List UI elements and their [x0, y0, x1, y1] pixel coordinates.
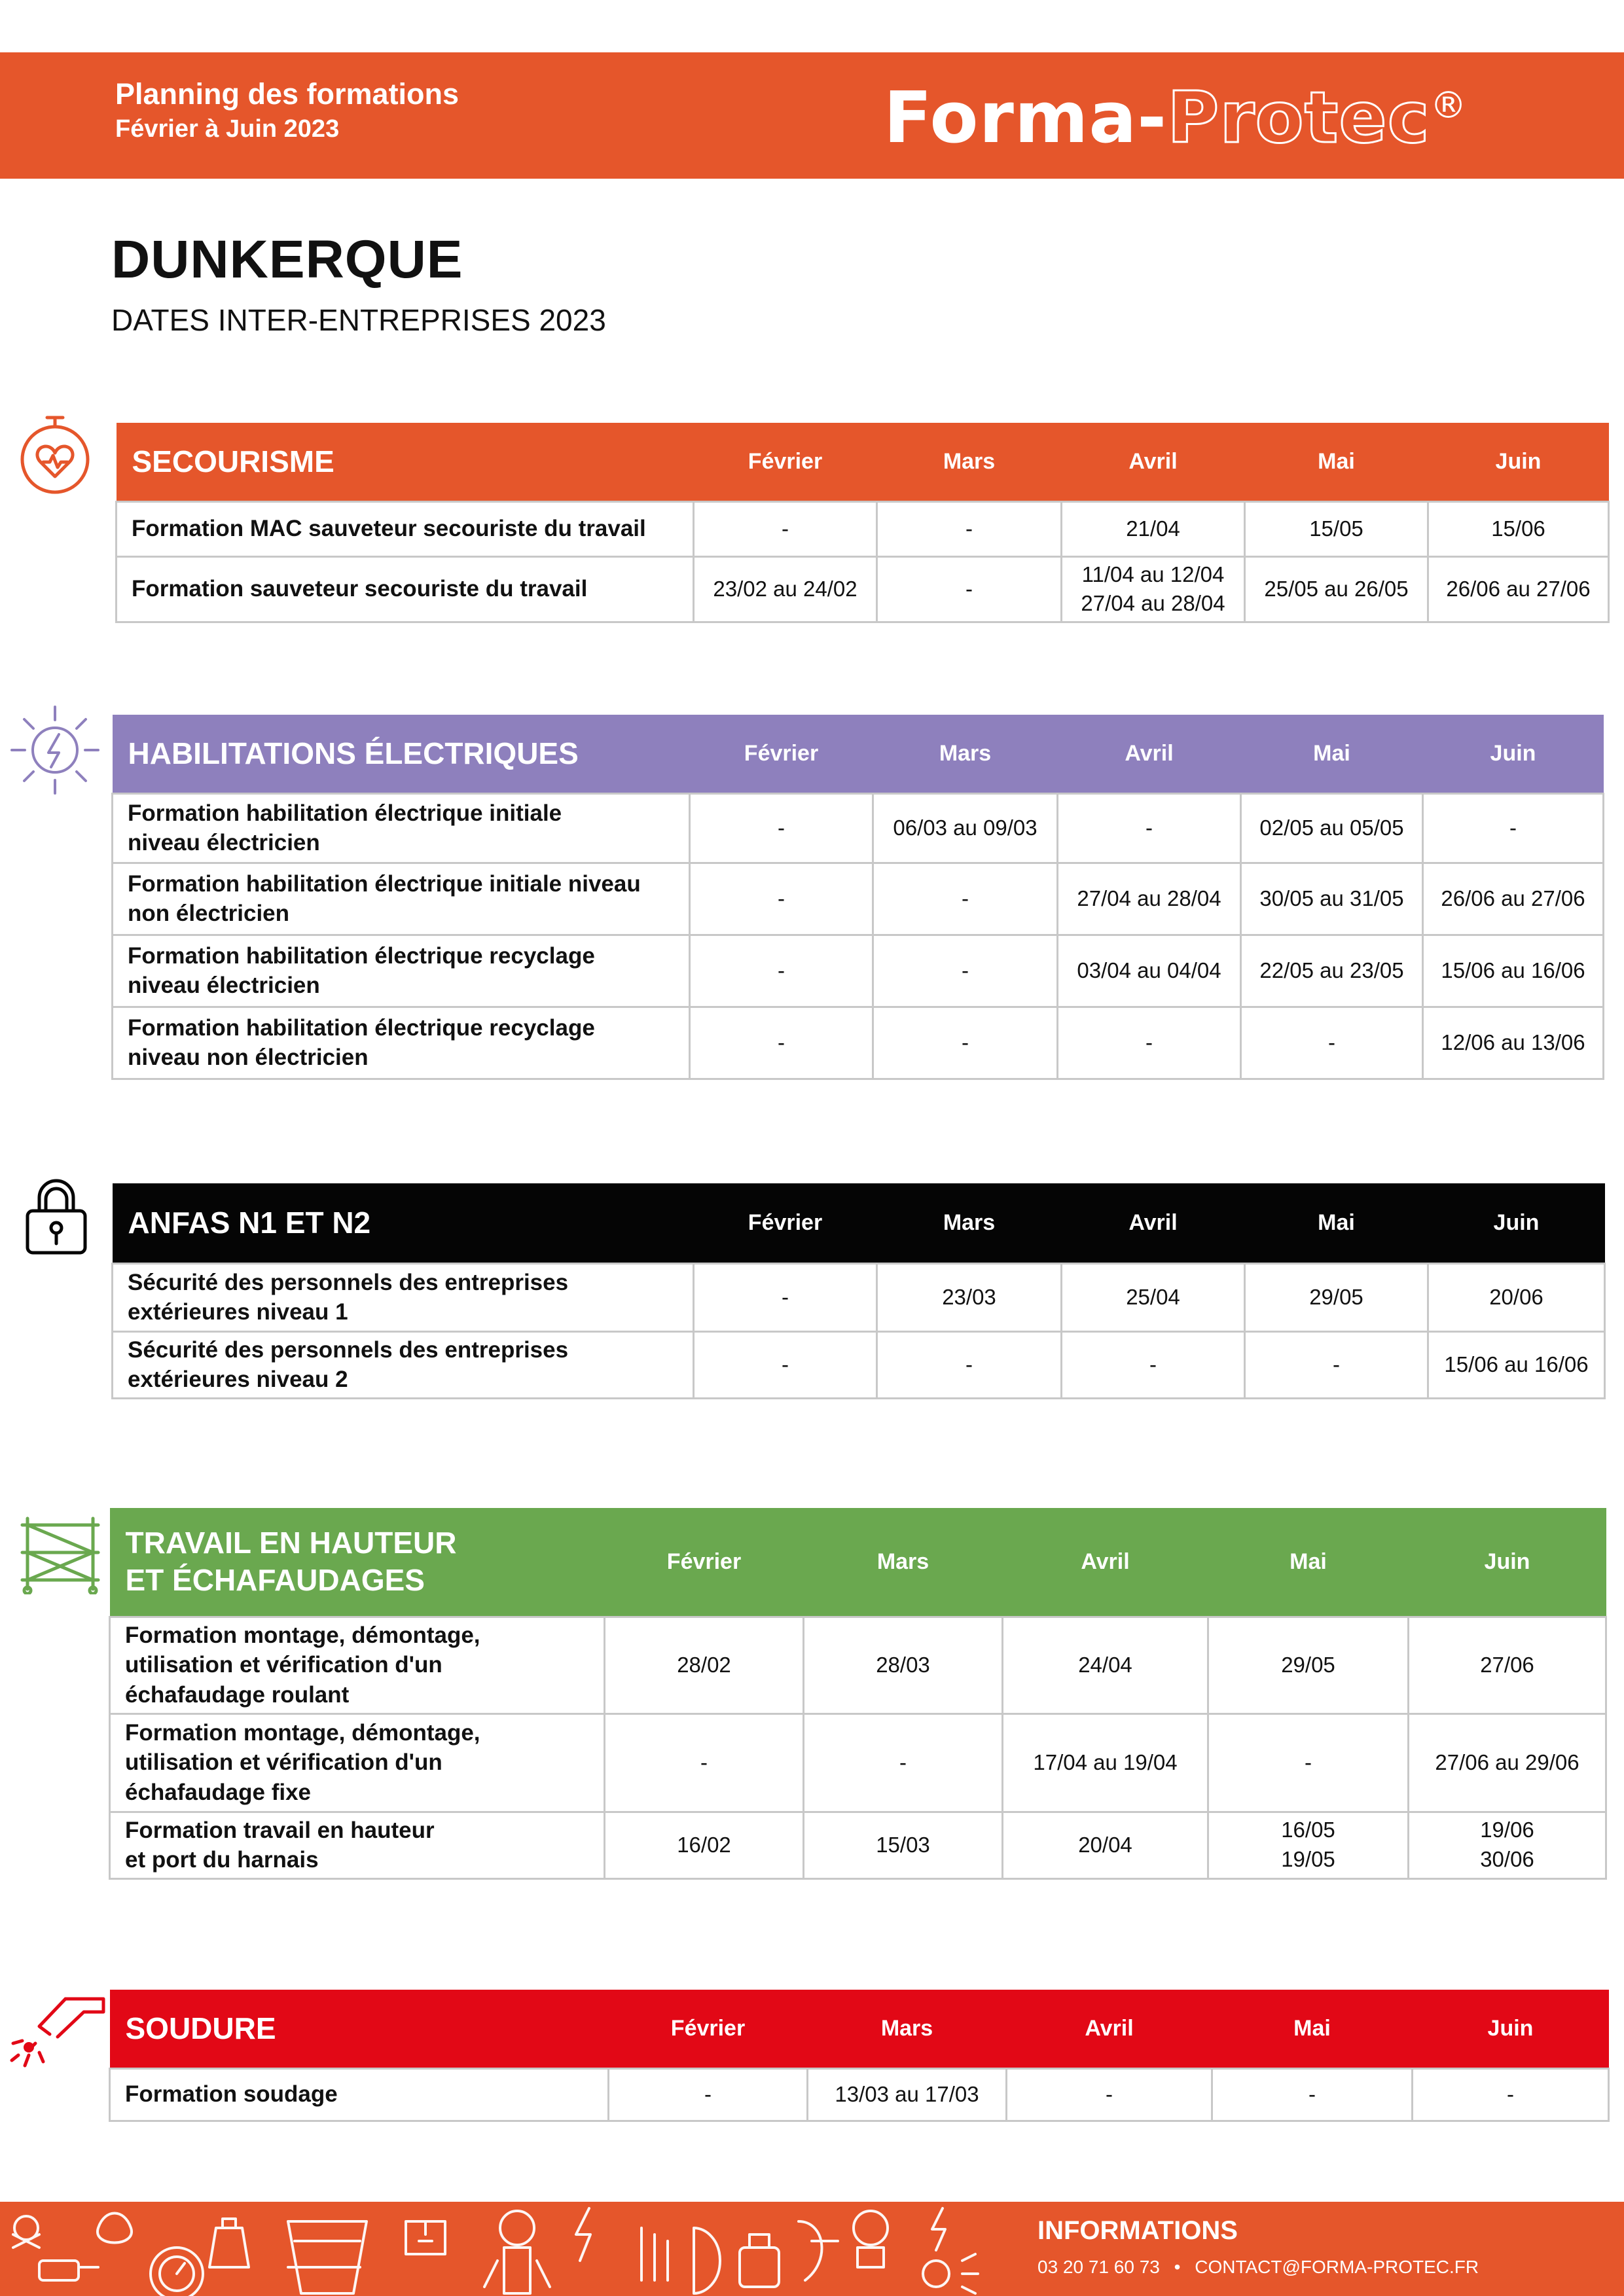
- date-cell: 11/04 au 12/04 27/04 au 28/04: [1062, 556, 1245, 622]
- section-title: HABILITATIONS ÉLECTRIQUES: [128, 736, 579, 770]
- date-cell: -: [1062, 1331, 1245, 1398]
- table-row: [110, 1713, 1606, 1812]
- table-row: [110, 1812, 1606, 1878]
- table-row: [113, 793, 1604, 863]
- month-header: Février: [670, 2015, 746, 2041]
- date-cell: -: [690, 793, 873, 863]
- month-header: Mars: [880, 2015, 933, 2041]
- heart-stopwatch-icon: [17, 414, 93, 495]
- section-header-row: [110, 1508, 1606, 1617]
- date-cell: 25/04: [1062, 1263, 1245, 1331]
- date-cell: -: [877, 501, 1062, 556]
- date-cell: -: [1245, 1331, 1428, 1398]
- training-label: Formation MAC sauveteur secouriste du travail: [117, 501, 694, 556]
- date-cell: -: [1058, 1007, 1241, 1079]
- month-header: Avril: [1085, 2015, 1134, 2041]
- month-header: Avril: [1081, 1549, 1130, 1574]
- table-row: [110, 2068, 1609, 2121]
- section-secourisme: [115, 423, 1608, 623]
- footer-contact: [1038, 2257, 1479, 2278]
- month-header: Avril: [1125, 740, 1174, 766]
- section-header-row: [113, 715, 1604, 793]
- date-cell: 25/05 au 26/05: [1245, 556, 1428, 622]
- section-title: ANFAS N1 ET N2: [128, 1205, 371, 1240]
- padlock-icon: [24, 1175, 89, 1257]
- footer-info-title: INFORMATIONS: [1038, 2216, 1238, 2245]
- header-title: Planning des formations: [115, 77, 460, 111]
- training-label: Formation montage, démontage, utilisation et vérification d'un échafaudage roulant: [110, 1617, 605, 1713]
- month-header: Mai: [1313, 740, 1350, 766]
- header-subtitle: Février à Juin 2023: [115, 115, 340, 143]
- date-cell: -: [877, 556, 1062, 622]
- date-cell: 20/06: [1428, 1263, 1605, 1331]
- date-cell: 12/06 au 13/06: [1423, 1007, 1604, 1079]
- date-cell: -: [804, 1713, 1003, 1812]
- month-header: Mars: [876, 1549, 929, 1574]
- month-header: Juin: [1493, 1210, 1540, 1235]
- brand-logo: [884, 77, 1468, 159]
- month-header: Février: [744, 740, 819, 766]
- table-row: [113, 1263, 1605, 1331]
- date-cell: -: [1212, 2068, 1413, 2121]
- date-cell: -: [1058, 793, 1241, 863]
- date-cell: 28/02: [605, 1617, 804, 1713]
- date-cell: -: [694, 1331, 877, 1398]
- logo-text-protec: Protec: [1167, 77, 1430, 159]
- date-cell: 03/04 au 04/04: [1058, 935, 1241, 1007]
- date-cell: 15/06: [1428, 501, 1609, 556]
- month-header: Mars: [939, 740, 992, 766]
- section-habilitations-electriques: [111, 715, 1602, 1080]
- training-label: Formation habilitation électrique recyclage niveau non électricien: [113, 1007, 690, 1079]
- date-cell: 17/04 au 19/04: [1003, 1713, 1208, 1812]
- month-header: Mai: [1318, 1210, 1355, 1235]
- footer-phone[interactable]: 03 20 71 60 73: [1038, 2257, 1160, 2277]
- month-header: Juin: [1487, 2015, 1534, 2041]
- table-row: [113, 935, 1604, 1007]
- section-soudure: [109, 1990, 1608, 2122]
- date-cell: 13/03 au 17/03: [808, 2068, 1007, 2121]
- section-header-row: [113, 1183, 1605, 1263]
- date-cell: 26/06 au 27/06: [1423, 863, 1604, 935]
- logo-text-forma: Forma-: [884, 77, 1168, 159]
- month-header: Mai: [1293, 2015, 1331, 2041]
- table-row: [117, 501, 1609, 556]
- section-title: TRAVAIL EN HAUTEUR ET ÉCHAFAUDAGES: [125, 1525, 457, 1598]
- date-cell: 23/03: [877, 1263, 1062, 1331]
- date-cell: 23/02 au 24/02: [694, 556, 877, 622]
- table-row: [113, 1007, 1604, 1079]
- date-cell: 19/06 30/06: [1409, 1812, 1606, 1878]
- month-header: Février: [666, 1549, 742, 1574]
- month-header: Février: [748, 448, 823, 474]
- date-cell: 27/06 au 29/06: [1409, 1713, 1606, 1812]
- date-cell: -: [609, 2068, 808, 2121]
- month-header: Juin: [1484, 1549, 1530, 1574]
- date-cell: -: [1423, 793, 1604, 863]
- date-cell: 15/06 au 16/06: [1428, 1331, 1605, 1398]
- training-label: Formation sauveteur secouriste du travail: [117, 556, 694, 622]
- date-cell: -: [694, 1263, 877, 1331]
- date-cell: -: [1241, 1007, 1423, 1079]
- table-row: [117, 556, 1609, 622]
- month-header: Mai: [1290, 1549, 1327, 1574]
- date-cell: 15/05: [1245, 501, 1428, 556]
- training-label: Sécurité des personnels des entreprises extérieures niveau 2: [113, 1331, 694, 1398]
- footer-band: [0, 2202, 1624, 2296]
- table-row: [113, 1331, 1605, 1398]
- page-title: DUNKERQUE: [111, 230, 463, 289]
- logo-registered-mark: ®: [1430, 84, 1468, 127]
- month-header: Mai: [1318, 448, 1355, 474]
- training-label: Sécurité des personnels des entreprises extérieures niveau 1: [113, 1263, 694, 1331]
- date-cell: 28/03: [804, 1617, 1003, 1713]
- table-row: [110, 1617, 1606, 1713]
- training-label: Formation montage, démontage, utilisation et vérification d'un échafaudage fixe: [110, 1713, 605, 1812]
- month-header: Juin: [1490, 740, 1536, 766]
- date-cell: 26/06 au 27/06: [1428, 556, 1609, 622]
- date-cell: -: [690, 935, 873, 1007]
- lightning-bolt-icon: [8, 703, 102, 797]
- training-label: Formation habilitation électrique recyclage niveau électricien: [113, 935, 690, 1007]
- welding-torch-icon: [9, 1992, 106, 2071]
- date-cell: -: [1208, 1713, 1409, 1812]
- date-cell: 22/05 au 23/05: [1241, 935, 1423, 1007]
- safety-equipment-pattern-icon: [0, 2202, 995, 2296]
- training-label: Formation habilitation électrique initiale niveau électricien: [113, 793, 690, 863]
- table-row: [113, 863, 1604, 935]
- training-label: Formation soudage: [110, 2068, 609, 2121]
- date-cell: -: [690, 1007, 873, 1079]
- training-label: Formation travail en hauteur et port du harnais: [110, 1812, 605, 1878]
- date-cell: 27/04 au 28/04: [1058, 863, 1241, 935]
- date-cell: 20/04: [1003, 1812, 1208, 1878]
- footer-separator: •: [1174, 2257, 1181, 2277]
- date-cell: 21/04: [1062, 501, 1245, 556]
- month-header: Avril: [1128, 1210, 1178, 1235]
- scaffolding-icon: [20, 1516, 101, 1594]
- section-header-row: [110, 1990, 1609, 2068]
- date-cell: 15/03: [804, 1812, 1003, 1878]
- section-anfas: [111, 1183, 1604, 1399]
- month-header: Avril: [1128, 448, 1178, 474]
- page-subtitle: DATES INTER-ENTREPRISES 2023: [111, 303, 606, 337]
- date-cell: -: [1007, 2068, 1212, 2121]
- date-cell: 29/05: [1245, 1263, 1428, 1331]
- month-header: Février: [748, 1210, 823, 1235]
- training-label: Formation habilitation électrique initiale niveau non électricien: [113, 863, 690, 935]
- date-cell: -: [690, 863, 873, 935]
- month-header: Mars: [943, 1210, 996, 1235]
- date-cell: -: [873, 1007, 1058, 1079]
- date-cell: 24/04: [1003, 1617, 1208, 1713]
- date-cell: 02/05 au 05/05: [1241, 793, 1423, 863]
- date-cell: 27/06: [1409, 1617, 1606, 1713]
- date-cell: 06/03 au 09/03: [873, 793, 1058, 863]
- section-title: SECOURISME: [132, 444, 334, 478]
- section-title: SOUDURE: [125, 2011, 276, 2045]
- month-header: Juin: [1495, 448, 1542, 474]
- date-cell: 30/05 au 31/05: [1241, 863, 1423, 935]
- date-cell: 16/05 19/05: [1208, 1812, 1409, 1878]
- date-cell: 15/06 au 16/06: [1423, 935, 1604, 1007]
- date-cell: -: [873, 863, 1058, 935]
- date-cell: -: [877, 1331, 1062, 1398]
- date-cell: -: [873, 935, 1058, 1007]
- section-travail-en-hauteur: [109, 1508, 1605, 1880]
- section-header-row: [117, 423, 1609, 501]
- date-cell: -: [605, 1713, 804, 1812]
- date-cell: 16/02: [605, 1812, 804, 1878]
- footer-email[interactable]: CONTACT@FORMA-PROTEC.FR: [1195, 2257, 1479, 2277]
- date-cell: 29/05: [1208, 1617, 1409, 1713]
- date-cell: -: [1413, 2068, 1609, 2121]
- month-header: Mars: [943, 448, 996, 474]
- date-cell: -: [694, 501, 877, 556]
